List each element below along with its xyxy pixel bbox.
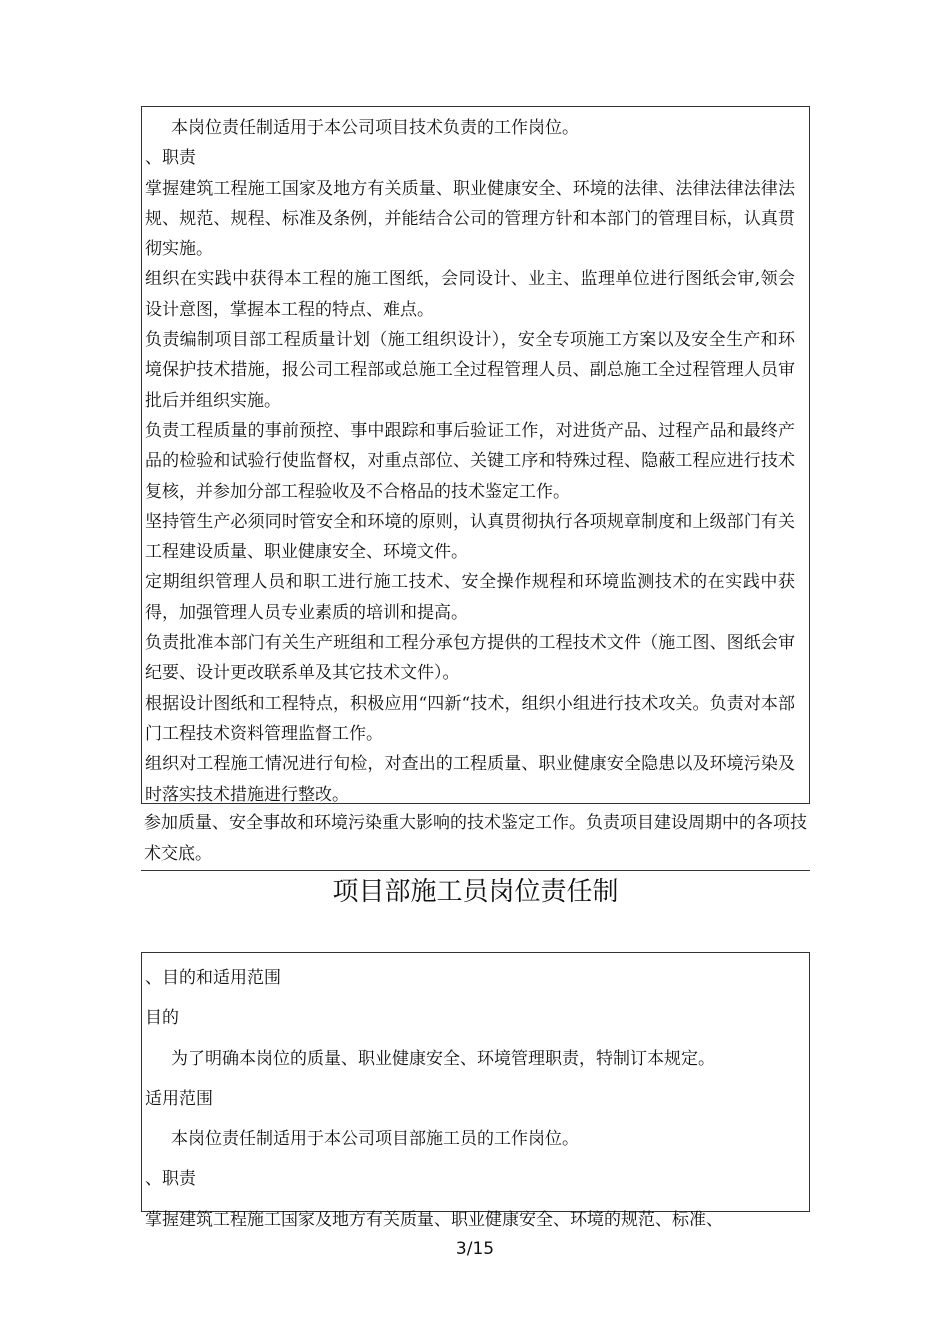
scope-label: 适用范围	[145, 1088, 213, 1109]
duty-item: 负责编制项目部工程质量计划（施工组织设计），安全专项施工方案以及安全生产和环境保护技术措施，报公司工程部或总施工全过程管理人员、副总施工全过程管理人员审批后并组织实施。	[145, 330, 795, 411]
construction-worker-duties-box	[141, 952, 810, 1230]
scope-text: 本岗位责任制适用于本公司项目部施工员的工作岗位。	[171, 1129, 579, 1150]
duty-item: 组织在实践中获得本工程的施工图纸，会同设计、业主、监理单位进行图纸会审,领会设计意图，掌握本工程的特点、难点。	[145, 269, 795, 320]
duty-item: 负责工程质量的事前预控、事中跟踪和事后验证工作，对进货产品、过程产品和最终产品的检验和试验行使监督权，对重点部位、关键工序和特殊过程、隐蔽工程应进行技术复核，并参加分部工程验收及不合格品的技术鉴定工作。	[145, 420, 795, 502]
page-number: 3/15	[455, 1239, 495, 1259]
scope-statement: 本岗位责任制适用于本公司项目技术负责的工作岗位。	[171, 118, 579, 138]
duty-heading: 、职责	[145, 1169, 196, 1190]
duty-item-overflow: 参加质量、安全事故和环境污染重大影响的技术鉴定工作。负责项目建设周期中的各项技术交底。	[144, 813, 807, 864]
duty-heading: 、职责	[145, 148, 196, 169]
duty-item: 掌握建筑工程施工国家及地方有关质量、职业健康安全、环境的规范、标准、	[145, 1209, 723, 1230]
duty-item: 掌握建筑工程施工国家及地方有关质量、职业健康安全、环境的法律、法律法律法律法规、规范、规程、标准及条例，并能结合公司的管理方针和本部门的管理目标，认真贯彻实施。	[145, 178, 795, 260]
purpose-text: 为了明确本岗位的质量、职业健康安全、环境管理职责，特制订本规定。	[171, 1048, 715, 1069]
section-title: 项目部施工员岗位责任制	[332, 877, 619, 907]
purpose-heading: 、目的和适用范围	[145, 968, 281, 988]
duty-item: 坚持管生产必须同时管安全和环境的原则，认真贯彻执行各项规章制度和上级部门有关工程建设质量、职业健康安全、环境文件。	[145, 511, 795, 563]
purpose-label: 目的	[145, 1008, 179, 1029]
duty-item: 负责批准本部门有关生产班组和工程分承包方提供的工程技术文件（施工图、图纸会审纪要、设计更改联系单及其它技术文件）。	[145, 633, 795, 684]
duty-item: 组织对工程施工情况进行旬检，对查出的工程质量、职业健康安全隐患以及环境污染及时落实技术措施进行整改。	[145, 754, 795, 805]
duty-item: 定期组织管理人员和职工进行施工技术、安全操作规程和环境监测技术的在实践中获得，加强管理人员专业素质的培训和提高。	[145, 572, 795, 623]
duty-item: 根据设计图纸和工程特点，积极应用“四新“技术，组织小组进行技术攻关。负责对本部门工程技术资料管理监督工作。	[145, 693, 795, 744]
technical-lead-duties-box	[141, 106, 810, 804]
